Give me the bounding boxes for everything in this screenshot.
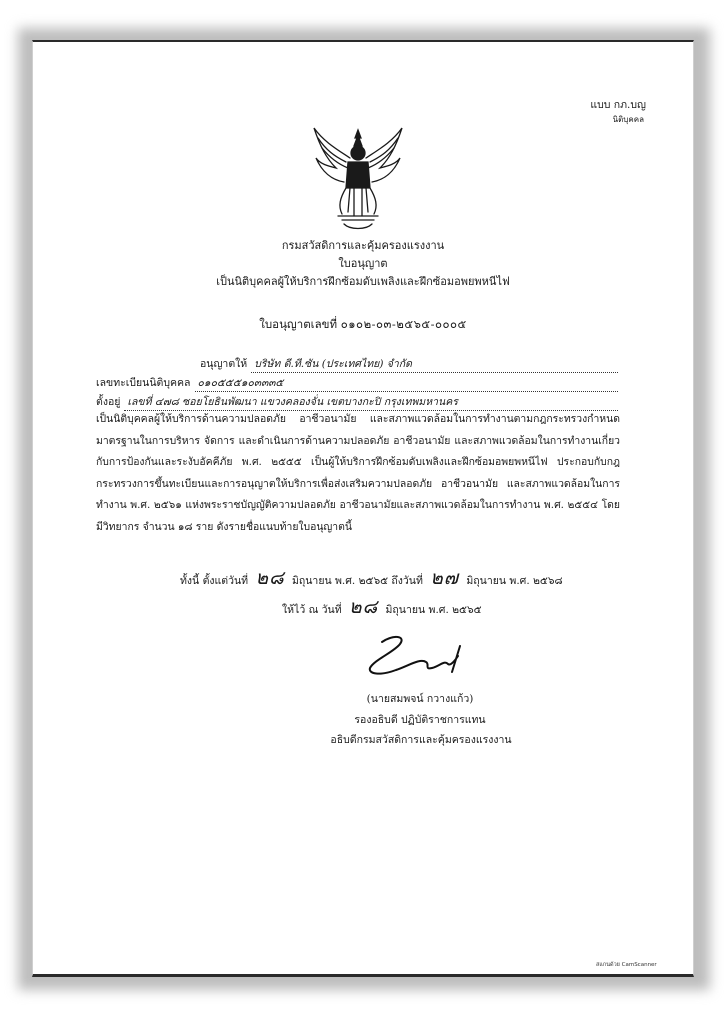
garuda-emblem xyxy=(308,124,408,232)
grantee-row xyxy=(200,355,618,373)
grantee-label: อนุญาตให้ xyxy=(200,358,248,370)
issue-date-label: ให้ไว้ ณ วันที่ xyxy=(282,604,342,616)
validity-to-label: มิถุนายน พ.ศ. ๒๕๖๕ ถึงวันที่ xyxy=(291,575,423,587)
scanner-watermark: สแกนด้วย CamScanner xyxy=(596,962,657,968)
form-subcode: นิติบุคคล xyxy=(612,115,644,124)
issue-date xyxy=(282,592,482,622)
address: เลขที่ ๔๗๘ ซอยโยธินพัฒนา แขวงคลองจั่น เขตบางกะปิ กรุงเทพมหานคร xyxy=(124,393,618,411)
grantee-name: บริษัท ดี.ที.ซัน (ประเทศไทย) จำกัด xyxy=(251,355,618,373)
license-number-line xyxy=(120,316,606,334)
signatory-name: (นายสมพจน์ กวางแก้ว) xyxy=(366,693,474,705)
signatory-title: รองอธิบดี ปฏิบัติราชการแทน xyxy=(354,714,486,726)
form-code: แบบ กภ.บญ xyxy=(590,99,646,111)
validity-start-day: ๒๘ xyxy=(255,567,285,589)
license-type: เป็นนิติบุคคลผู้ให้บริการฝึกซ้อมดับเพลิงและฝึกซ้อมอพยพหนีไฟ xyxy=(216,275,510,288)
validity-end-day: ๒๗ xyxy=(430,567,460,589)
validity-end-month-year: มิถุนายน พ.ศ. ๒๕๖๘ xyxy=(466,575,563,587)
signatory-department: อธิบดีกรมสวัสดิการและคุ้มครองแรงงาน xyxy=(330,734,512,746)
signature xyxy=(360,628,470,688)
license-number-label: ใบอนุญาตเลขที่ xyxy=(259,317,338,331)
validity-from-label: ทั้งนี้ ตั้งแต่วันที่ xyxy=(180,575,249,587)
document-title: ใบอนุญาต xyxy=(338,257,388,270)
issue-day: ๒๘ xyxy=(348,596,379,618)
issue-month-year: มิถุนายน พ.ศ. ๒๕๖๕ xyxy=(385,604,482,616)
registration-label: เลขทะเบียนนิติบุคคล xyxy=(96,377,191,389)
address-label: ตั้งอยู่ xyxy=(96,396,121,408)
registration-number: ๐๑๐๕๕๕๑๐๓๓๓๕ xyxy=(195,374,619,392)
license-number: ๐๑๐๒-๐๓-๒๕๖๕-๐๐๐๕ xyxy=(340,317,467,331)
registration-row xyxy=(96,374,618,392)
license-body-text: เป็นนิติบุคคลผู้ให้บริการด้านความปลอดภัย อาชีวอนามัย และสภาพแวดล้อมในการทำงานตามกฎกระทรวงกำหนดมาตรฐานในการบริหาร จัดการ และดำเนินการด้านความปลอดภัย อาชีวอนามัย และสภาพแวดล้อมในการทำงานเกี่ยวกับการป้องกันและระงับอัคคีภัย พ.ศ. ๒๕๕๕ เป็นผู้ให้บริการฝึกซ้อมดับเพลิงและฝึกซ้อมอพยพหนีไฟ ประกอบกับกฎกระทรวงการขึ้นทะเบียนและการอนุญาตให้บริการเพื่อส่งเสริมความปลอดภัย อาชีวอนามัย และสภาพแวดล้อมในการทำงาน พ.ศ. ๒๕๖๑ แห่งพระราชบัญญัติความปลอดภัย อาชีวอนามัยและสภาพแวดล้อมในการทำงาน พ.ศ. ๒๕๕๔ โดยมีวิทยากร จำนวน ๑๘ ราย ดังรายชื่อแนบท้ายใบอนุญาตนี้ xyxy=(96,413,620,533)
validity-period xyxy=(180,563,563,593)
department-name: กรมสวัสดิการและคุ้มครองแรงงาน xyxy=(281,239,445,252)
